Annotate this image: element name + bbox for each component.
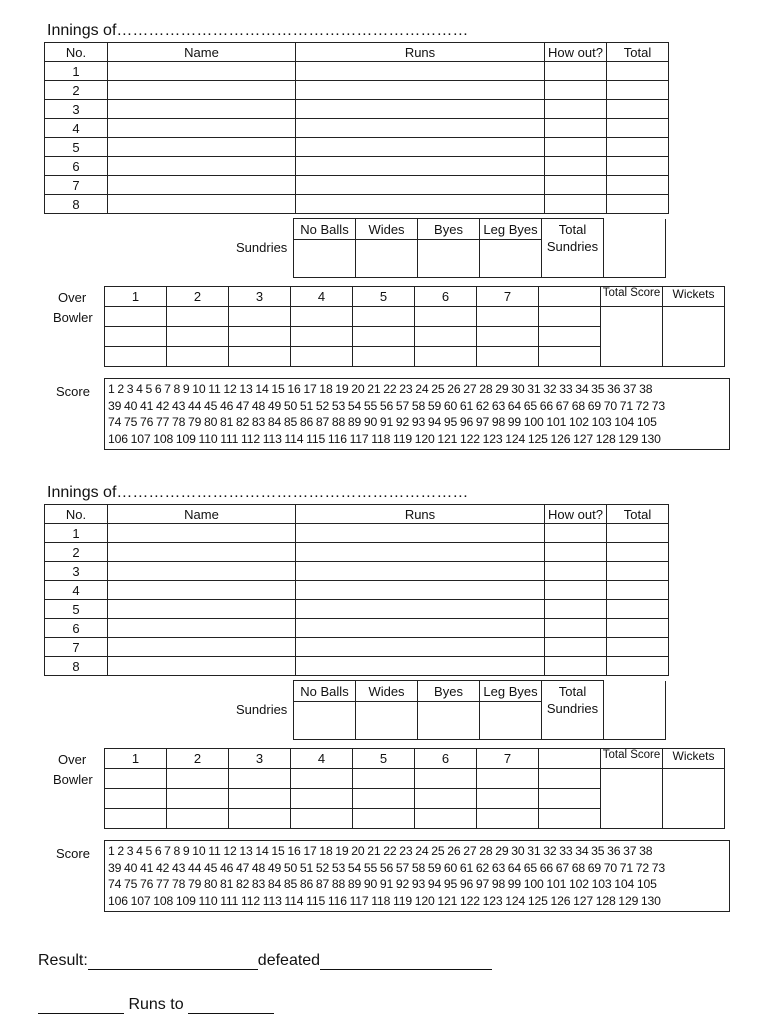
over-label: Over [58,752,87,767]
over-number-2: 2 [167,749,229,769]
leg-byes-cell[interactable] [480,240,542,278]
over-number-7: 7 [477,287,539,307]
batsman-name-cell[interactable] [108,638,296,657]
header-leg-byes: Leg Byes [480,219,542,240]
batting-row [45,581,669,600]
batsman-total-cell[interactable] [607,524,669,543]
over-number-2: 2 [167,287,229,307]
header-how-out: How out? [545,43,607,62]
over-number-1: 1 [105,749,167,769]
batsman-how-out-cell[interactable] [545,176,607,195]
no-balls-cell[interactable] [294,240,356,278]
bowler-over-cell[interactable] [167,769,229,789]
batsman-runs-cell[interactable] [296,138,545,157]
bowler-over-cell[interactable] [539,769,601,789]
batsman-name-cell[interactable] [108,619,296,638]
batsman-total-cell[interactable] [607,157,669,176]
sundries-table [231,680,666,740]
batsman-how-out-cell[interactable] [545,524,607,543]
header-no: No. [45,43,108,62]
batsman-no-cell: 4 [45,119,108,138]
score-line: 106 107 108 109 110 111 112 113 114 115 116 117 118 119 120 121 122 123 124 125 126 127 128 129 130 [108,893,661,908]
bowler-over-cell[interactable] [477,307,539,327]
batsman-runs-cell[interactable] [296,524,545,543]
batsman-total-cell[interactable] [607,562,669,581]
total-score-cell[interactable] [601,769,663,829]
runs-to-line [38,996,274,1014]
batsman-runs-cell[interactable] [296,543,545,562]
batting-row [45,62,669,81]
header-wides: Wides [356,219,418,240]
header-total: Total [607,505,669,524]
defeated-label: defeated [257,952,321,969]
bowler-over-cell[interactable] [353,769,415,789]
wickets-cell[interactable] [663,307,725,367]
batting-row [45,138,669,157]
batsman-name-cell[interactable] [108,195,296,214]
batting-header-row [45,505,669,524]
batsman-runs-cell[interactable] [296,81,545,100]
batsman-how-out-cell[interactable] [545,157,607,176]
batsman-how-out-cell[interactable] [545,62,607,81]
batsman-no-cell: 6 [45,157,108,176]
header-total-score: Total Score [601,287,663,307]
header-total: Total [607,43,669,62]
batsman-runs-cell[interactable] [296,176,545,195]
batsman-runs-cell[interactable] [296,157,545,176]
over-number-4: 4 [291,287,353,307]
score-tally-box[interactable] [104,840,730,912]
batsman-name-cell[interactable] [108,62,296,81]
batsman-total-cell[interactable] [607,638,669,657]
bowler-over-cell[interactable] [229,789,291,809]
bowler-over-cell[interactable] [415,789,477,809]
over-label: Over [58,290,87,305]
bowler-over-cell[interactable] [477,327,539,347]
bowler-over-cell[interactable] [105,769,167,789]
bowler-over-cell[interactable] [229,769,291,789]
batsman-how-out-cell[interactable] [545,638,607,657]
batting-row [45,119,669,138]
batsman-how-out-cell[interactable] [545,657,607,676]
batting-row [45,600,669,619]
bowler-label: Bowler [53,772,93,787]
innings-title: Innings of………………………………………………………… [47,484,469,501]
batsman-total-cell[interactable] [607,619,669,638]
runs-to-label: Runs to [128,996,184,1013]
bowler-over-cell[interactable] [353,327,415,347]
batsman-total-cell[interactable] [607,176,669,195]
batsman-runs-cell[interactable] [296,195,545,214]
bowler-over-cell[interactable] [105,327,167,347]
bowler-over-cell[interactable] [415,809,477,829]
batsman-total-cell[interactable] [607,657,669,676]
over-number-1: 1 [105,287,167,307]
batsman-total-cell[interactable] [607,600,669,619]
batsman-no-cell: 8 [45,195,108,214]
bowler-over-cell[interactable] [539,307,601,327]
bowler-over-cell[interactable] [477,789,539,809]
header-wickets: Wickets [663,287,725,307]
batting-row [45,619,669,638]
header-how-out: How out? [545,505,607,524]
sundries-label: Sundries [236,240,288,255]
bowler-over-cell[interactable] [105,347,167,367]
batsman-how-out-cell[interactable] [545,581,607,600]
batsman-total-cell[interactable] [607,543,669,562]
batsman-no-cell: 7 [45,638,108,657]
batsman-name-cell[interactable] [108,543,296,562]
bowler-over-cell[interactable] [291,789,353,809]
bowler-over-cell[interactable] [477,347,539,367]
header-total-score: Total Score [601,749,663,769]
bowler-over-cell[interactable] [229,307,291,327]
over-number-7: 7 [477,749,539,769]
batsman-name-cell[interactable] [108,581,296,600]
total-sundries-value[interactable] [604,219,666,278]
batsman-total-cell[interactable] [607,581,669,600]
overs-table [104,286,725,367]
bowler-over-cell[interactable] [291,327,353,347]
byes-cell[interactable] [418,240,480,278]
leg-byes-cell[interactable] [480,702,542,740]
batsman-name-cell[interactable] [108,600,296,619]
overs-table [104,748,725,829]
header-no-balls: No Balls [294,219,356,240]
batsman-name-cell[interactable] [108,138,296,157]
batsman-runs-cell[interactable] [296,619,545,638]
batsman-no-cell: 1 [45,62,108,81]
score-line: 106 107 108 109 110 111 112 113 114 115 116 117 118 119 120 121 122 123 124 125 126 127 128 129 130 [108,431,661,446]
batsman-how-out-cell[interactable] [545,562,607,581]
bowler-over-cell[interactable] [415,769,477,789]
result-line [38,952,492,970]
batsman-runs-cell[interactable] [296,638,545,657]
sundries-table [231,218,666,278]
bowler-over-cell[interactable] [291,307,353,327]
bowler-over-cell[interactable] [229,327,291,347]
bowler-over-cell[interactable] [415,307,477,327]
batsman-no-cell: 2 [45,81,108,100]
bowler-over-cell[interactable] [291,769,353,789]
batsman-total-cell[interactable] [607,81,669,100]
bowler-over-cell[interactable] [291,347,353,367]
batsman-no-cell: 7 [45,176,108,195]
over-number-blank [539,749,601,769]
bowler-over-cell[interactable] [353,809,415,829]
batsman-how-out-cell[interactable] [545,619,607,638]
batsman-total-cell[interactable] [607,62,669,81]
batsman-no-cell: 6 [45,619,108,638]
bowler-over-cell[interactable] [539,347,601,367]
batting-row [45,81,669,100]
header-total-sundries: Total Sundries [542,219,604,278]
bowler-over-cell[interactable] [105,789,167,809]
bowler-over-cell[interactable] [477,809,539,829]
over-number-3: 3 [229,287,291,307]
over-number-6: 6 [415,749,477,769]
bowler-over-cell[interactable] [415,327,477,347]
bowler-over-cell[interactable] [105,307,167,327]
batting-row [45,195,669,214]
batsman-how-out-cell[interactable] [545,119,607,138]
bowler-over-cell[interactable] [539,789,601,809]
batting-row [45,543,669,562]
batsman-name-cell[interactable] [108,100,296,119]
header-byes: Byes [418,219,480,240]
over-number-5: 5 [353,749,415,769]
over-number-6: 6 [415,287,477,307]
score-line: 74 75 76 77 78 79 80 81 82 83 84 85 86 87 88 89 90 91 92 93 94 95 96 97 98 99 100 101 102 103 104 105 [108,415,657,429]
score-line: 39 40 41 42 43 44 45 46 47 48 49 50 51 52 53 54 55 56 57 58 59 60 61 62 63 64 65 66 67 68 69 70 71 72 73 [108,398,665,413]
header-wickets: Wickets [663,749,725,769]
bowler-over-cell[interactable] [353,789,415,809]
batsman-runs-cell[interactable] [296,62,545,81]
batsman-no-cell: 4 [45,581,108,600]
bowler-over-cell[interactable] [167,307,229,327]
bowler-over-cell[interactable] [229,809,291,829]
bowler-over-cell[interactable] [477,769,539,789]
header-runs: Runs [296,43,545,62]
batsman-no-cell: 1 [45,524,108,543]
batsman-total-cell[interactable] [607,119,669,138]
batsman-name-cell[interactable] [108,176,296,195]
batsman-how-out-cell[interactable] [545,100,607,119]
header-wides: Wides [356,681,418,702]
bowler-over-cell[interactable] [353,307,415,327]
score-line: 1 2 3 4 5 6 7 8 9 10 11 12 13 14 15 16 17 18 19 20 21 22 23 24 25 26 27 28 29 30 31 32 33 34 35 36 37 38 [108,382,653,396]
batting-row [45,524,669,543]
batsman-runs-cell[interactable] [296,100,545,119]
wides-cell[interactable] [356,702,418,740]
bowler-over-cell[interactable] [167,809,229,829]
bowler-over-cell[interactable] [539,327,601,347]
batting-header-row [45,43,669,62]
batsman-name-cell[interactable] [108,157,296,176]
sundries-label: Sundries [236,702,288,717]
batting-row [45,100,669,119]
batting-row [45,562,669,581]
batsman-name-cell[interactable] [108,562,296,581]
batting-row [45,657,669,676]
header-runs: Runs [296,505,545,524]
batsman-no-cell: 3 [45,100,108,119]
bowler-over-cell[interactable] [415,347,477,367]
batsman-total-cell[interactable] [607,195,669,214]
batsman-no-cell: 8 [45,657,108,676]
batsman-no-cell: 3 [45,562,108,581]
header-total-sundries: Total Sundries [542,681,604,740]
defeated-team-field[interactable] [320,969,492,970]
score-label: Score [56,846,90,861]
header-name: Name [108,43,296,62]
batsman-runs-cell[interactable] [296,657,545,676]
result-label: Result: [38,952,88,969]
batsman-no-cell: 5 [45,600,108,619]
score-tally-box[interactable] [104,378,730,450]
no-balls-cell[interactable] [294,702,356,740]
bowler-over-cell[interactable] [167,789,229,809]
batting-row [45,638,669,657]
header-no: No. [45,505,108,524]
batsman-how-out-cell[interactable] [545,138,607,157]
batsman-total-cell[interactable] [607,100,669,119]
score-line: 74 75 76 77 78 79 80 81 82 83 84 85 86 87 88 89 90 91 92 93 94 95 96 97 98 99 100 101 102 103 104 105 [108,877,657,891]
batsman-runs-cell[interactable] [296,600,545,619]
header-name: Name [108,505,296,524]
byes-cell[interactable] [418,702,480,740]
batsman-name-cell[interactable] [108,657,296,676]
result-team-field[interactable] [88,969,258,970]
bowler-label: Bowler [53,310,93,325]
batsman-no-cell: 5 [45,138,108,157]
score-line: 1 2 3 4 5 6 7 8 9 10 11 12 13 14 15 16 17 18 19 20 21 22 23 24 25 26 27 28 29 30 31 32 33 34 35 36 37 38 [108,844,653,858]
header-byes: Byes [418,681,480,702]
bowler-over-cell[interactable] [353,347,415,367]
bowler-over-cell[interactable] [229,347,291,367]
bowler-over-cell[interactable] [539,809,601,829]
batsman-total-cell[interactable] [607,138,669,157]
bowler-over-cell[interactable] [105,809,167,829]
batsman-runs-cell[interactable] [296,581,545,600]
over-number-3: 3 [229,749,291,769]
runs-against-field[interactable] [188,1013,274,1014]
batsman-how-out-cell[interactable] [545,543,607,562]
wickets-cell[interactable] [663,769,725,829]
total-score-cell[interactable] [601,307,663,367]
total-sundries-value[interactable] [604,681,666,740]
score-label: Score [56,384,90,399]
batting-row [45,176,669,195]
batsman-name-cell[interactable] [108,81,296,100]
batsman-runs-cell[interactable] [296,119,545,138]
wides-cell[interactable] [356,240,418,278]
bowler-over-cell[interactable] [167,347,229,367]
bowler-over-cell[interactable] [291,809,353,829]
score-line: 39 40 41 42 43 44 45 46 47 48 49 50 51 52 53 54 55 56 57 58 59 60 61 62 63 64 65 66 67 68 69 70 71 72 73 [108,860,665,875]
bowler-over-cell[interactable] [167,327,229,347]
innings-title: Innings of………………………………………………………… [47,22,469,39]
batting-table [44,42,669,214]
runs-for-field[interactable] [38,1013,124,1014]
over-number-4: 4 [291,749,353,769]
batsman-no-cell: 2 [45,543,108,562]
batting-table [44,504,669,676]
over-number-blank [539,287,601,307]
batsman-how-out-cell[interactable] [545,195,607,214]
batsman-name-cell[interactable] [108,119,296,138]
batsman-runs-cell[interactable] [296,562,545,581]
header-no-balls: No Balls [294,681,356,702]
batting-row [45,157,669,176]
batsman-how-out-cell[interactable] [545,81,607,100]
batsman-how-out-cell[interactable] [545,600,607,619]
over-number-5: 5 [353,287,415,307]
batsman-name-cell[interactable] [108,524,296,543]
header-leg-byes: Leg Byes [480,681,542,702]
